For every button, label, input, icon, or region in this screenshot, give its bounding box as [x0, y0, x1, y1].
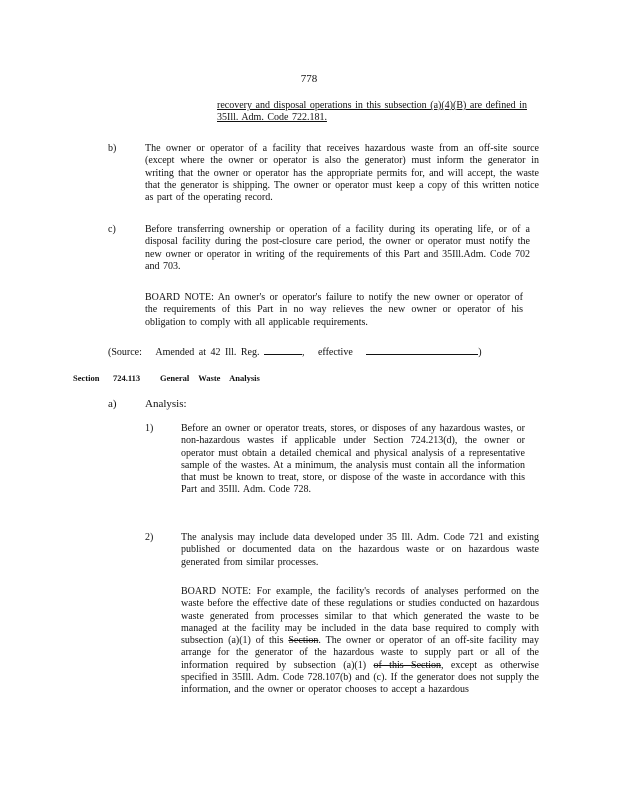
para-c-text: Before transferring ownership or operation of a facility during its operating life, or of a disposal facility during the post-closure care period, the owner or operator must notify the new owner or operator in writing of the requirements of this Part and 35Ill.Adm. Code 702 and 703. [145, 224, 530, 272]
item-2-label: 2) [145, 532, 154, 543]
source-amended: Amended at 42 Ill. Reg. [155, 347, 260, 358]
note-part-2: . The owner or operator of an off-site facility may arrange for the generator of the hazardous waste to supply part or all of the information required by subsection (a)(1) [181, 635, 539, 671]
para-b-text: The owner or operator of a facility that receives hazardous waste from an off-site source (except where the owner or operator is also the generator) must inform the generator in writing that the owner or operator has the appropriate permits for, and will accept, the waste that the generator is shipping. The owner or operator must keep a copy of this written notice as part of the operating record. [145, 143, 539, 204]
para-c-board-note: BOARD NOTE: An owner's or operator's failure to notify the new owner or operator of the requirements of this Part in no way relieves the new owner or operator of his obligation to comply with all applicable requirements. [145, 292, 523, 328]
effective-date-blank [366, 345, 478, 355]
section-number: 724.113 [113, 373, 141, 383]
note-part-1: BOARD NOTE: For example, the facility's records of analyses performed on the waste before the effective date of these regulations or studies conducted on hazardous waste generated from processes similar to that which generated the waste to be managed at the facility may be included in the data base required to comply with subsection (a)(1) of this [181, 586, 539, 647]
source-effective: effective [317, 347, 353, 358]
intro-continuation: recovery and disposal operations in this subsection (a)(4)(B) are defined in 35Ill. Adm. Code 722.181. [217, 100, 527, 124]
source-comma: , [301, 347, 305, 358]
item-1-label: 1) [145, 423, 154, 434]
section-label: Section [73, 373, 100, 383]
struck-section-1: Section [288, 635, 319, 647]
page-number: 778 [300, 73, 318, 85]
section-title: General Waste Analysis [160, 373, 260, 383]
item-1-text: Before an owner or operator treats, stores, or disposes of any hazardous wastes, or non-hazardous wastes if applicable under Section 724.213(d), the owner or operator must obtain a detailed chemical and physical analysis of a representative sample of the wastes. At a minimum, the analysis must contain all the information that must be known to treat, store, or dispose of the waste in accordance with this Part and 35Ill. Adm. Code 728. [181, 423, 525, 496]
item-2-text: The analysis may include data developed under 35 Ill. Adm. Code 721 and existing published or documented data on the hazardous waste or on hazardous waste generated from similar processes. [181, 532, 539, 568]
struck-section-2: of this Section [373, 659, 442, 671]
source-line [108, 345, 482, 359]
register-blank [264, 345, 302, 355]
source-suffix: ) [478, 347, 482, 358]
para-b-label: b) [108, 143, 117, 154]
para-a-heading: Analysis: [145, 398, 187, 410]
item-2-board-note [181, 586, 539, 697]
para-c-label: c) [108, 224, 116, 235]
source-prefix: (Source: [108, 347, 142, 358]
note-part-3: , except as otherwise specified in 35Ill. Adm. Code 728.107(b) and (c). If the generator does not supply the information, and the owner or operator chooses to accept a hazardous [181, 659, 539, 696]
para-a-label: a) [108, 398, 117, 410]
